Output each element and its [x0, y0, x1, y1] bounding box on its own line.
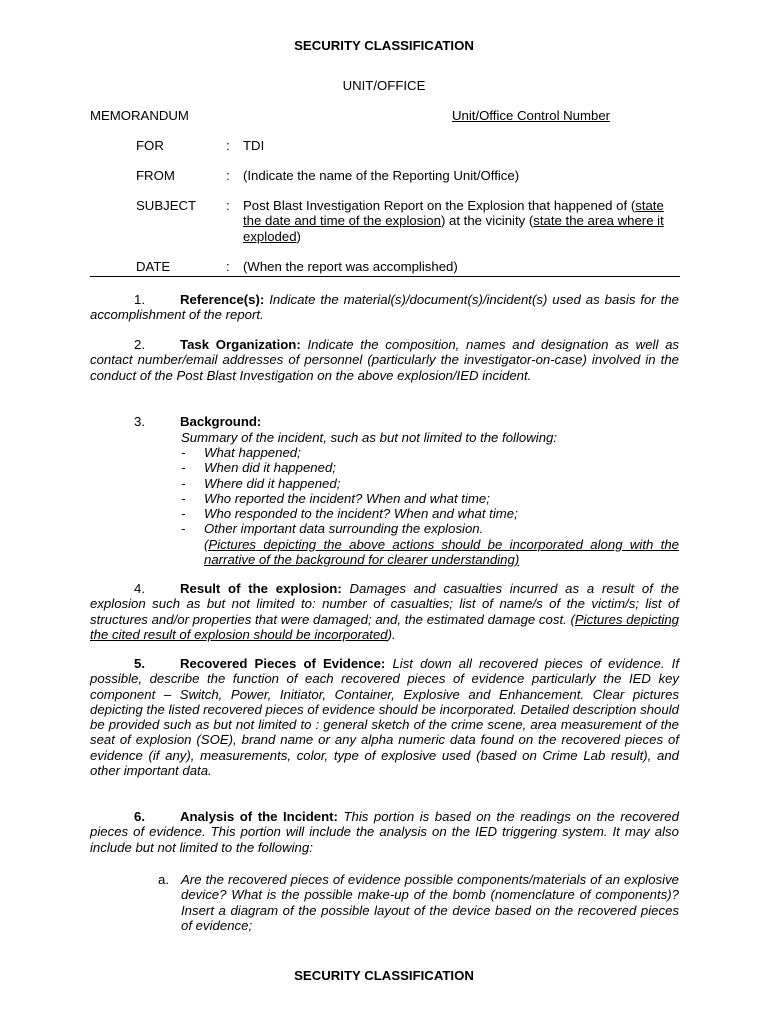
date-label: DATE	[136, 259, 171, 274]
from-label: FROM	[136, 168, 175, 183]
section-6	[90, 809, 679, 855]
section-2-body: Indicate the composition, names and designation as well as contact number/email addresses of personnel (particularly the investigator-on-case) involved in the conduct of the Post Blast Investigation on the above explosion/IED incident.	[90, 337, 680, 383]
section-3-heading	[90, 414, 679, 429]
date-colon: :	[226, 259, 230, 274]
section-6-title: Analysis of the Incident:	[180, 809, 338, 824]
subject-label: SUBJECT	[136, 198, 197, 213]
list-item-text: Who responded to the incident? When and what time;	[204, 506, 518, 522]
for-value: TDI	[243, 138, 265, 153]
section-3-note: (Pictures depicting the above actions should be incorporated along with the narrative of the background for clearer understanding)	[204, 536, 679, 568]
section-4-end: ).	[387, 626, 396, 642]
classification-top: SECURITY CLASSIFICATION	[294, 38, 474, 53]
section-1-body-first: Indicate the material(s)/document(s)/incident(s) used as	[269, 292, 600, 307]
section-1-title: Reference(s):	[180, 292, 265, 307]
section-1	[90, 292, 679, 323]
subject-link-1: state the date and time of the explosion	[243, 198, 664, 229]
list-item-text: Other important data surrounding the explosion.	[204, 521, 484, 537]
header-divider	[90, 276, 680, 277]
section-1-number: 1.	[134, 292, 145, 307]
section-4	[90, 581, 679, 642]
subject-colon: :	[226, 198, 230, 213]
section-2-title: Task Organization:	[180, 337, 301, 352]
list-item-text: Where did it happened;	[204, 475, 341, 491]
control-number: Unit/Office Control Number	[452, 108, 611, 123]
section-3-title: Background:	[180, 414, 262, 429]
section-5	[90, 656, 679, 778]
section-1-body-rest: basis for the accomplishment of the report.	[90, 292, 680, 323]
subject-link-2: state the area where it exploded	[243, 213, 664, 244]
list-item	[181, 491, 679, 506]
section-2-number: 2.	[134, 337, 145, 352]
subject-value	[243, 198, 681, 244]
unit-office: UNIT/OFFICE	[342, 78, 426, 93]
section-5-body: List down all recovered pieces of evidence. If possible, describe the function of each recovered pieces of evidence particularly the IED key component – Switch, Power, Initiator, Container, Explosive and Enhancement. Clear pictures depicting the listed recovered pieces of evidence should be incorporated. Detailed description should be provided such as but not limited to : general sketch of the crime scene, area measurement of the seat of explosion (SOE), brand name or any alpha numeric data found on the recovered pieces of evidence (if any), measurements, color, type of explosive used (based on Crime Lab result), and other important data.	[90, 656, 679, 779]
bullet-dash: -	[181, 506, 186, 522]
subject-text-2: ) at the vicinity (	[440, 213, 534, 229]
for-colon: :	[226, 138, 230, 153]
list-item	[181, 521, 679, 536]
list-item-text: When did it happened;	[204, 460, 336, 476]
from-colon: :	[226, 168, 230, 183]
section-6a-label: a.	[158, 872, 169, 887]
section-6-number: 6.	[134, 809, 145, 824]
section-3-number: 3.	[134, 414, 145, 429]
section-5-number: 5.	[134, 656, 145, 671]
section-4-title: Result of the explosion:	[180, 581, 342, 596]
bullet-dash: -	[181, 445, 186, 460]
subject-text-3: )	[296, 228, 301, 244]
section-6a-body: Are the recovered pieces of evidence possible components/materials of an explosive device? What is the possible make-up of the bomb (nomenclature of components)? Insert a diagram of the possible layout of the device based on the recovered pieces of evidence;	[181, 872, 679, 933]
section-2	[90, 337, 679, 383]
memorandum-label: MEMORANDUM	[90, 108, 189, 123]
section-3-list	[181, 445, 679, 567]
list-item	[181, 476, 679, 491]
classification-bottom: SECURITY CLASSIFICATION	[294, 968, 474, 983]
bullet-dash: -	[181, 521, 186, 537]
section-5-title: Recovered Pieces of Evidence:	[180, 656, 386, 671]
for-label: FOR	[136, 138, 164, 153]
section-4-link: Pictures depicting the cited result of explosion should be incorporated	[90, 611, 679, 642]
bullet-dash: -	[181, 460, 186, 476]
subject-text-1: Post Blast Investigation Report on the Explosion that happened of (	[243, 198, 636, 213]
list-item	[181, 445, 679, 460]
list-item-text: Who reported the incident? When and what time;	[204, 490, 490, 506]
section-4-body: Damages and casualties incurred as a result of the explosion such as but not limited to: number of casualties; list of name/s of the victim/s; list of structures and/or properties that were damaged; and, the estimated damage cost. (	[90, 581, 679, 627]
list-item-text: What happened;	[204, 445, 301, 460]
section-3-intro: Summary of the incident, such as but not limited to the following:	[181, 430, 558, 445]
list-item	[181, 460, 679, 475]
bullet-dash: -	[181, 490, 186, 506]
section-4-number: 4.	[134, 581, 145, 596]
list-item	[181, 506, 679, 521]
section-6-body: This portion is based on the readings on the recovered pieces of evidence. This portion will include the analysis on the IED triggering system. It may also include but not limited to the following:	[90, 809, 679, 855]
from-value: (Indicate the name of the Reporting Unit/Office)	[243, 168, 520, 183]
date-value: (When the report was accomplished)	[243, 259, 458, 274]
bullet-dash: -	[181, 475, 186, 491]
